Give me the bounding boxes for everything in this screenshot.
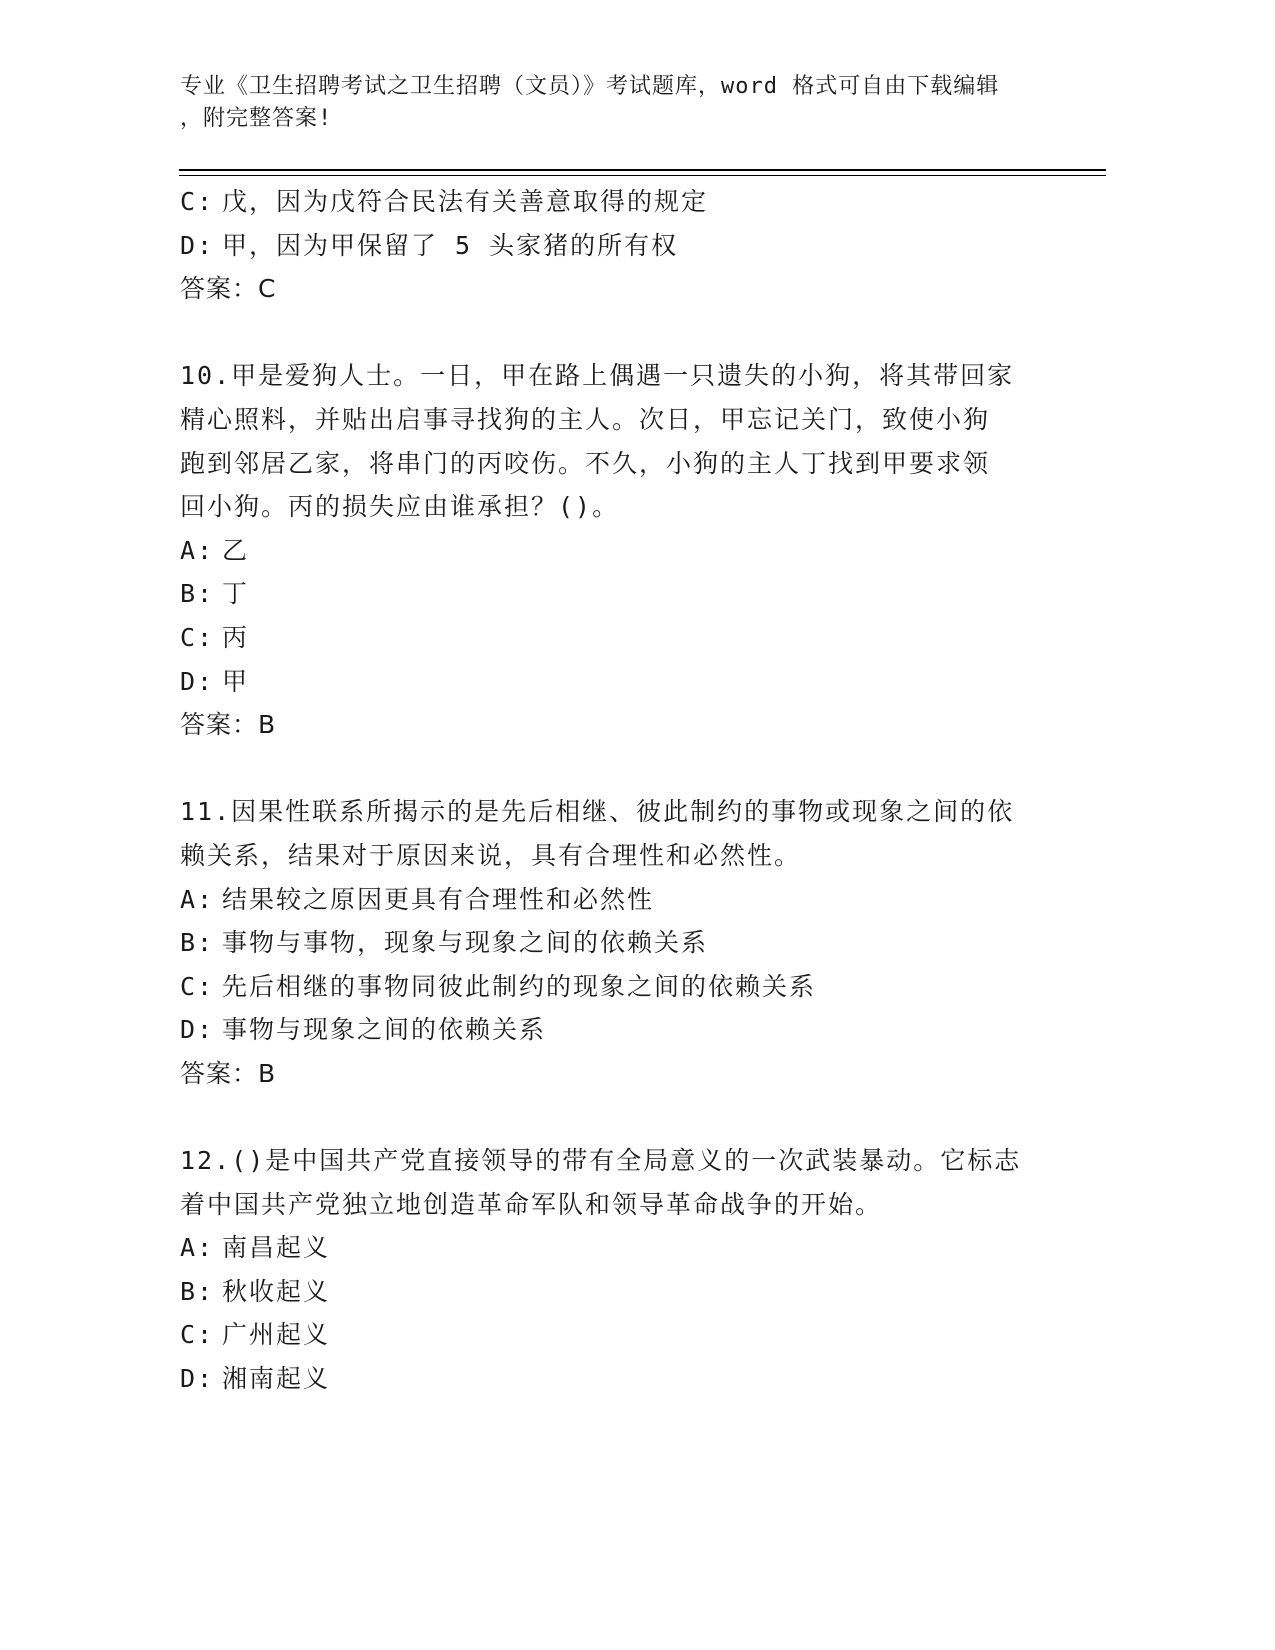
option-c: C: 丙: [180, 622, 250, 652]
question-text-line: 10.甲是爱狗人士。一日，甲在路上偶遇一只遗失的小狗，将其带回家: [180, 361, 1015, 391]
question-9-continuation: [180, 180, 1060, 311]
option-a: A: 南昌起义: [180, 1233, 331, 1263]
option-a: A: 乙: [180, 535, 250, 565]
question-text-line: 回小狗。丙的损失应由谁承担？()。: [180, 492, 620, 522]
document-body: [180, 180, 1060, 1401]
question-text-line: 11.因果性联系所揭示的是先后相继、彼此制约的事物或现象之间的依: [180, 797, 1015, 827]
header-line-2: ，附完整答案!: [180, 106, 333, 131]
option-c: C: 先后相继的事物同彼此制约的现象之间的依赖关系: [180, 971, 817, 1001]
option-d: D: 甲: [180, 666, 250, 696]
option-d: D: 湘南起义: [180, 1364, 331, 1394]
question-10: [180, 354, 1060, 746]
question-text-line: 12.()是中国共产党直接领导的带有全局意义的一次武装暴动。它标志: [180, 1146, 1022, 1176]
header-line-1: 专业《卫生招聘考试之卫生招聘（文员）》考试题库，word 格式可自由下载编辑: [180, 74, 1000, 99]
answer-line: 答案：B: [180, 1058, 277, 1088]
document-header: [180, 71, 1040, 135]
question-text-line: 赖关系，结果对于原因来说，具有合理性和必然性。: [180, 840, 802, 870]
answer-line: 答案：C: [180, 274, 277, 304]
question-11: [180, 790, 1060, 1095]
header-rule-thick: [179, 169, 1106, 171]
option-d: D: 甲，因为甲保留了 5 头家猪的所有权: [180, 230, 679, 260]
option-a: A: 结果较之原因更具有合理性和必然性: [180, 884, 655, 914]
option-d: D: 事物与现象之间的依赖关系: [180, 1015, 547, 1045]
question-text-line: 跑到邻居乙家，将串门的丙咬伤。不久，小狗的主人丁找到甲要求领: [180, 448, 991, 478]
option-c: C: 广州起义: [180, 1320, 331, 1350]
option-b: B: 秋收起义: [180, 1276, 331, 1306]
question-text-line: 着中国共产党独立地创造革命军队和领导革命战争的开始。: [180, 1189, 883, 1219]
header-rule-thin: [179, 175, 1106, 176]
answer-line: 答案：B: [180, 710, 277, 740]
option-c: C: 戊，因为戊符合民法有关善意取得的规定: [180, 187, 709, 216]
question-12: [180, 1139, 1060, 1401]
question-text-line: 精心照料，并贴出启事寻找狗的主人。次日，甲忘记关门，致使小狗: [180, 404, 991, 434]
option-b: B: 事物与事物，现象与现象之间的依赖关系: [180, 928, 709, 958]
option-b: B: 丁: [180, 579, 250, 609]
